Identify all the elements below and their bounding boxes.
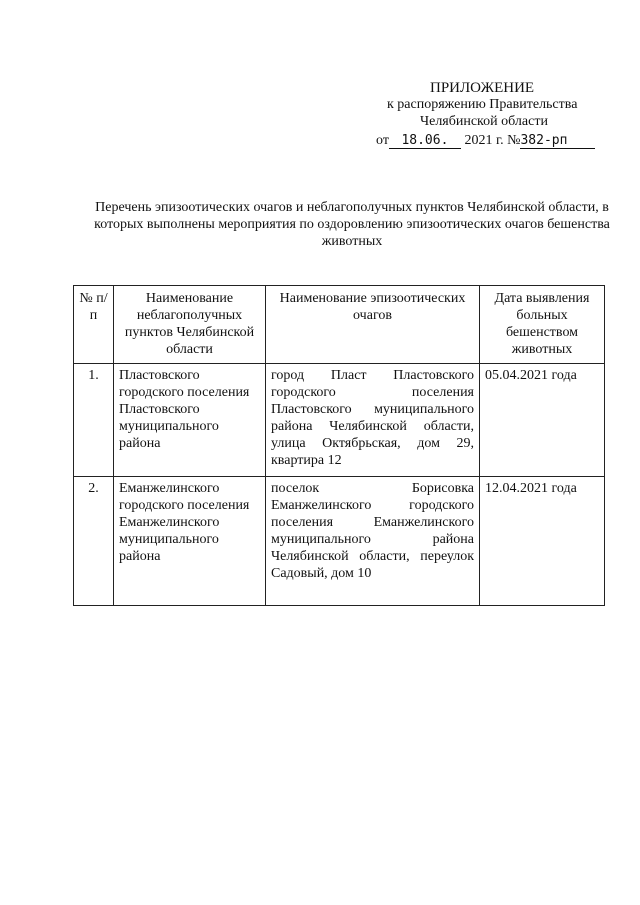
document-title: Перечень эпизоотических очагов и неблагополучных пунктов Челябинской области, в которых выполнены мероприятия по оздоровлению эпизоотических очагов бешенства животных — [94, 200, 610, 249]
header-cell-focus: Наименование эпизоотических очагов — [266, 286, 480, 364]
order-number: 382-рп — [520, 133, 595, 149]
appendix-subtitle-line2: Челябинской области — [420, 114, 548, 129]
from-prefix: от — [376, 133, 389, 148]
order-date: 18.06. — [389, 133, 461, 149]
year-text: 2021 г. № — [464, 133, 521, 148]
appendix-title: ПРИЛОЖЕНИЕ — [430, 80, 535, 96]
table-row — [74, 364, 605, 477]
row-point: Еманжелинского городского поселения Еманжелинского муниципального района — [114, 477, 266, 606]
row-number: 1. — [74, 364, 114, 477]
header-cell-point: Наименование неблагополучных пунктов Челябинской области — [114, 286, 266, 364]
row-focus: город Пласт Пластовского городского поселения Пластовского муниципального района Челябинской области, улица Октябрьская, дом 29, квартира 12 — [266, 364, 480, 477]
table-row — [74, 477, 605, 606]
appendix-date-number-line — [376, 133, 595, 149]
row-date: 12.04.2021 года — [480, 477, 605, 606]
row-number: 2. — [74, 477, 114, 606]
table-header-row — [74, 286, 605, 364]
header-cell-date: Дата выявления больных бешенством животных — [480, 286, 605, 364]
row-focus: поселок Борисовка Еманжелинского городского поселения Еманжелинского муниципального района Челябинской области, переулок Садовый, дом 10 — [266, 477, 480, 606]
foci-table — [73, 285, 605, 606]
header-cell-number: № п/п — [74, 286, 114, 364]
appendix-subtitle-line1: к распоряжению Правительства — [387, 97, 578, 112]
row-date: 05.04.2021 года — [480, 364, 605, 477]
row-point: Пластовского городского поселения Пластовского муниципального района — [114, 364, 266, 477]
